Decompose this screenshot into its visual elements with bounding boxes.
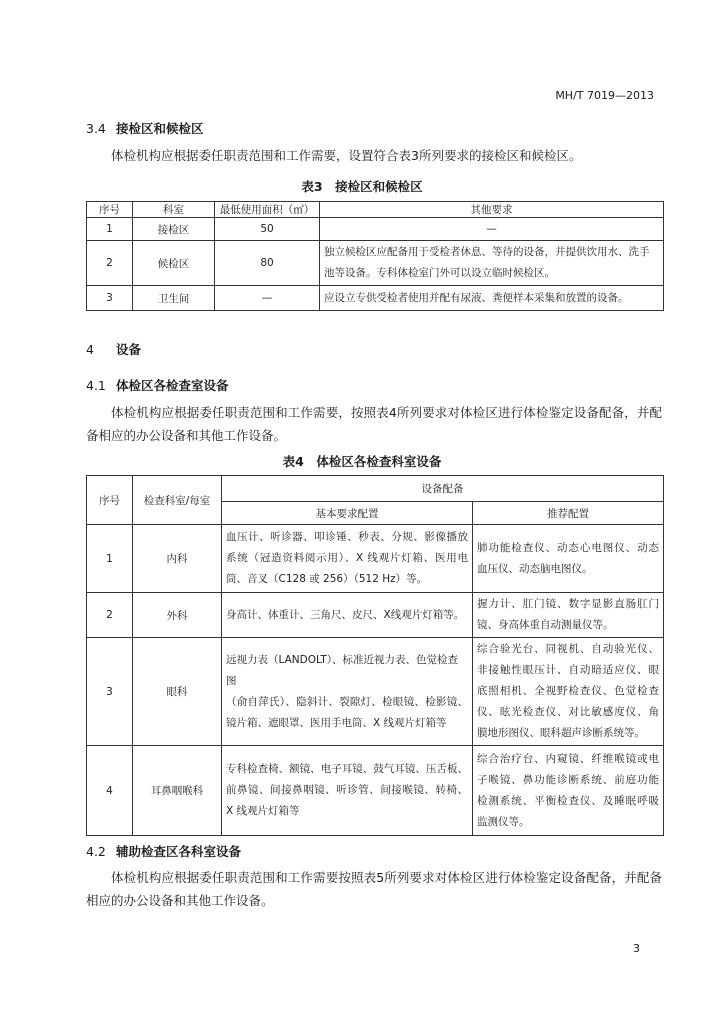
text-line: 底照相机、全视野检查仪、色觉检查 bbox=[477, 685, 659, 697]
text-line: 综合验光台、同视机、自动验光仪、 bbox=[477, 643, 659, 655]
cell-dept: 眼科 bbox=[133, 638, 222, 746]
section-4-1-paragraph: 体检机构应根据委任职责范围和工作需要，按照表4所列要求对体检区进行体检鉴定设备配备，并配备相应的办公设备和其他工作设备。 bbox=[86, 405, 662, 443]
cell-dept: 耳鼻咽喉科 bbox=[133, 746, 222, 836]
table3-caption: 表3 接检区和候检区 bbox=[301, 179, 423, 194]
text-line: 监测仪等。 bbox=[477, 815, 530, 828]
text-line: 膜地形图仪、眼科超声诊断系统等。 bbox=[477, 727, 645, 739]
text-line: 子喉镜、鼻功能诊断系统、前庭功能 bbox=[477, 773, 659, 786]
cell-basic bbox=[222, 746, 473, 836]
table-row bbox=[87, 593, 664, 638]
text-line: 镜、身高体重自动测量仪等。 bbox=[477, 619, 614, 631]
cell-no: 1 bbox=[87, 218, 133, 241]
cell-dept: 外科 bbox=[133, 593, 222, 638]
table-row bbox=[87, 638, 664, 746]
cell-dept: 内科 bbox=[133, 525, 222, 593]
text-line: 前鼻镜、间接鼻咽镜、听诊管、间接喉镜、转椅、 bbox=[226, 784, 468, 796]
text-line: 检测系统、平衡检查仪、及睡眠呼吸 bbox=[477, 794, 659, 807]
header-cell: 序号 bbox=[87, 202, 133, 218]
table-row bbox=[87, 746, 664, 836]
cell-room: 接检区 bbox=[133, 218, 215, 241]
text-line: 仪、眩光检查仪、对比敏感度仪、角 bbox=[477, 706, 659, 718]
section-title: 接检区和候检区 bbox=[116, 121, 204, 136]
text-line: 远视力表（LANDOLT）、标准近视力表、色觉检查图 bbox=[226, 653, 459, 687]
cell-basic bbox=[222, 638, 473, 746]
text-line: 血压计、听诊器、叩诊锤、秒表、分规、影像播放 bbox=[226, 531, 468, 543]
cell-no: 3 bbox=[87, 638, 133, 746]
text-line: 血压仪、动态脑电图仪。 bbox=[477, 562, 593, 575]
cell-req: 应设立专供受检者使用并配有尿液、粪便样本采集和放置的设备。 bbox=[320, 286, 664, 311]
table-row bbox=[87, 286, 664, 311]
page-number: 3 bbox=[633, 942, 640, 955]
cell-recommended bbox=[473, 593, 664, 638]
cell-recommended bbox=[473, 638, 664, 746]
cell-basic bbox=[222, 525, 473, 593]
table-3 bbox=[86, 201, 664, 311]
table-row bbox=[87, 241, 664, 286]
cell-req: — bbox=[320, 218, 664, 241]
cell-no: 2 bbox=[87, 241, 133, 286]
cell-req: 独立候检区应配备用于受检者休息、等待的设备，并提供饮用水、洗手池等设备。专科体检室门外可以设立临时候检区。 bbox=[320, 241, 664, 286]
cell-recommended bbox=[473, 746, 664, 836]
table-row bbox=[87, 218, 664, 241]
cell-no: 4 bbox=[87, 746, 133, 836]
section-4-2-paragraph: 体检机构应根据委任职责范围和工作需要按照表5所列要求对体检区进行体检鉴定设备配备，并配备相应的办公设备和其他工作设备。 bbox=[86, 870, 662, 908]
section-number: 4 bbox=[86, 342, 94, 357]
text-line: （俞自萍氏）、隐斜计、裂隙灯、检眼镜、检影镜、 bbox=[226, 695, 468, 708]
text-line: 系统（冠造资料阅示用）、X 线观片灯箱、医用电 bbox=[226, 552, 468, 564]
header-cell: 基本要求配置 bbox=[222, 502, 473, 525]
cell-no: 3 bbox=[87, 286, 133, 311]
section-4-2-heading bbox=[86, 842, 241, 860]
header-cell: 推荐配置 bbox=[473, 502, 664, 525]
text-line: 筒、音叉（C128 或 256）（512 Hz）等。 bbox=[226, 573, 428, 585]
text-line: X 线观片灯箱等 bbox=[226, 805, 300, 817]
section-title: 辅助检查区各科室设备 bbox=[116, 844, 242, 859]
table-row bbox=[87, 525, 664, 593]
cell-recommended bbox=[473, 525, 664, 593]
text-line: 综合治疗台、内窥镜、纤维喉镜或电 bbox=[477, 752, 659, 765]
section-number: 4.2 bbox=[86, 844, 106, 859]
standard-code: MH/T 7019—2013 bbox=[555, 89, 654, 102]
text-line: 身高计、体重计、三角尺、皮尺、X线观片灯箱等。 bbox=[226, 608, 465, 621]
header-cell: 科室 bbox=[133, 202, 215, 218]
section-3-4-paragraph: 体检机构应根据委任职责范围和工作需要，设置符合表3所列要求的接检区和候检区。 bbox=[111, 148, 582, 163]
table4-caption: 表4 体检区各检查科室设备 bbox=[282, 454, 442, 469]
text-line: 镜片箱、遮眼罩、医用手电筒、X 线观片灯箱等 bbox=[226, 716, 447, 729]
cell-basic bbox=[222, 593, 473, 638]
cell-no: 2 bbox=[87, 593, 133, 638]
header-cell: 设备配备 bbox=[222, 476, 664, 502]
section-title: 设备 bbox=[116, 342, 142, 357]
table-header-row bbox=[87, 476, 664, 502]
cell-area: — bbox=[215, 286, 320, 311]
table-header-row bbox=[87, 202, 664, 218]
text-line: 肺功能检查仪、动态心电图仪、动态 bbox=[477, 541, 659, 554]
text-line: 专科检查椅、额镜、电子耳镜、鼓气耳镜、压舌板、 bbox=[226, 763, 468, 775]
section-title: 体检区各检查室设备 bbox=[116, 378, 229, 393]
header-cell: 最低使用面积（㎡） bbox=[215, 202, 320, 218]
cell-area: 80 bbox=[215, 241, 320, 286]
table-4 bbox=[86, 475, 664, 836]
text-line: 非接触性眼压计、自动暗适应仪、眼 bbox=[477, 664, 659, 676]
cell-no: 1 bbox=[87, 525, 133, 593]
text-line: 握力计、肛门镜、数字显影直肠肛门 bbox=[477, 598, 659, 610]
section-number: 4.1 bbox=[86, 378, 106, 393]
cell-room: 卫生间 bbox=[133, 286, 215, 311]
header-cell: 序号 bbox=[87, 476, 133, 525]
header-cell: 检查科室/每室 bbox=[133, 476, 222, 525]
section-number: 3.4 bbox=[86, 121, 106, 136]
section-3-4-heading bbox=[86, 119, 204, 137]
cell-room: 候检区 bbox=[133, 241, 215, 286]
header-cell: 其他要求 bbox=[320, 202, 664, 218]
cell-area: 50 bbox=[215, 218, 320, 241]
section-4-1-heading bbox=[86, 376, 229, 394]
section-4-heading bbox=[86, 340, 141, 358]
